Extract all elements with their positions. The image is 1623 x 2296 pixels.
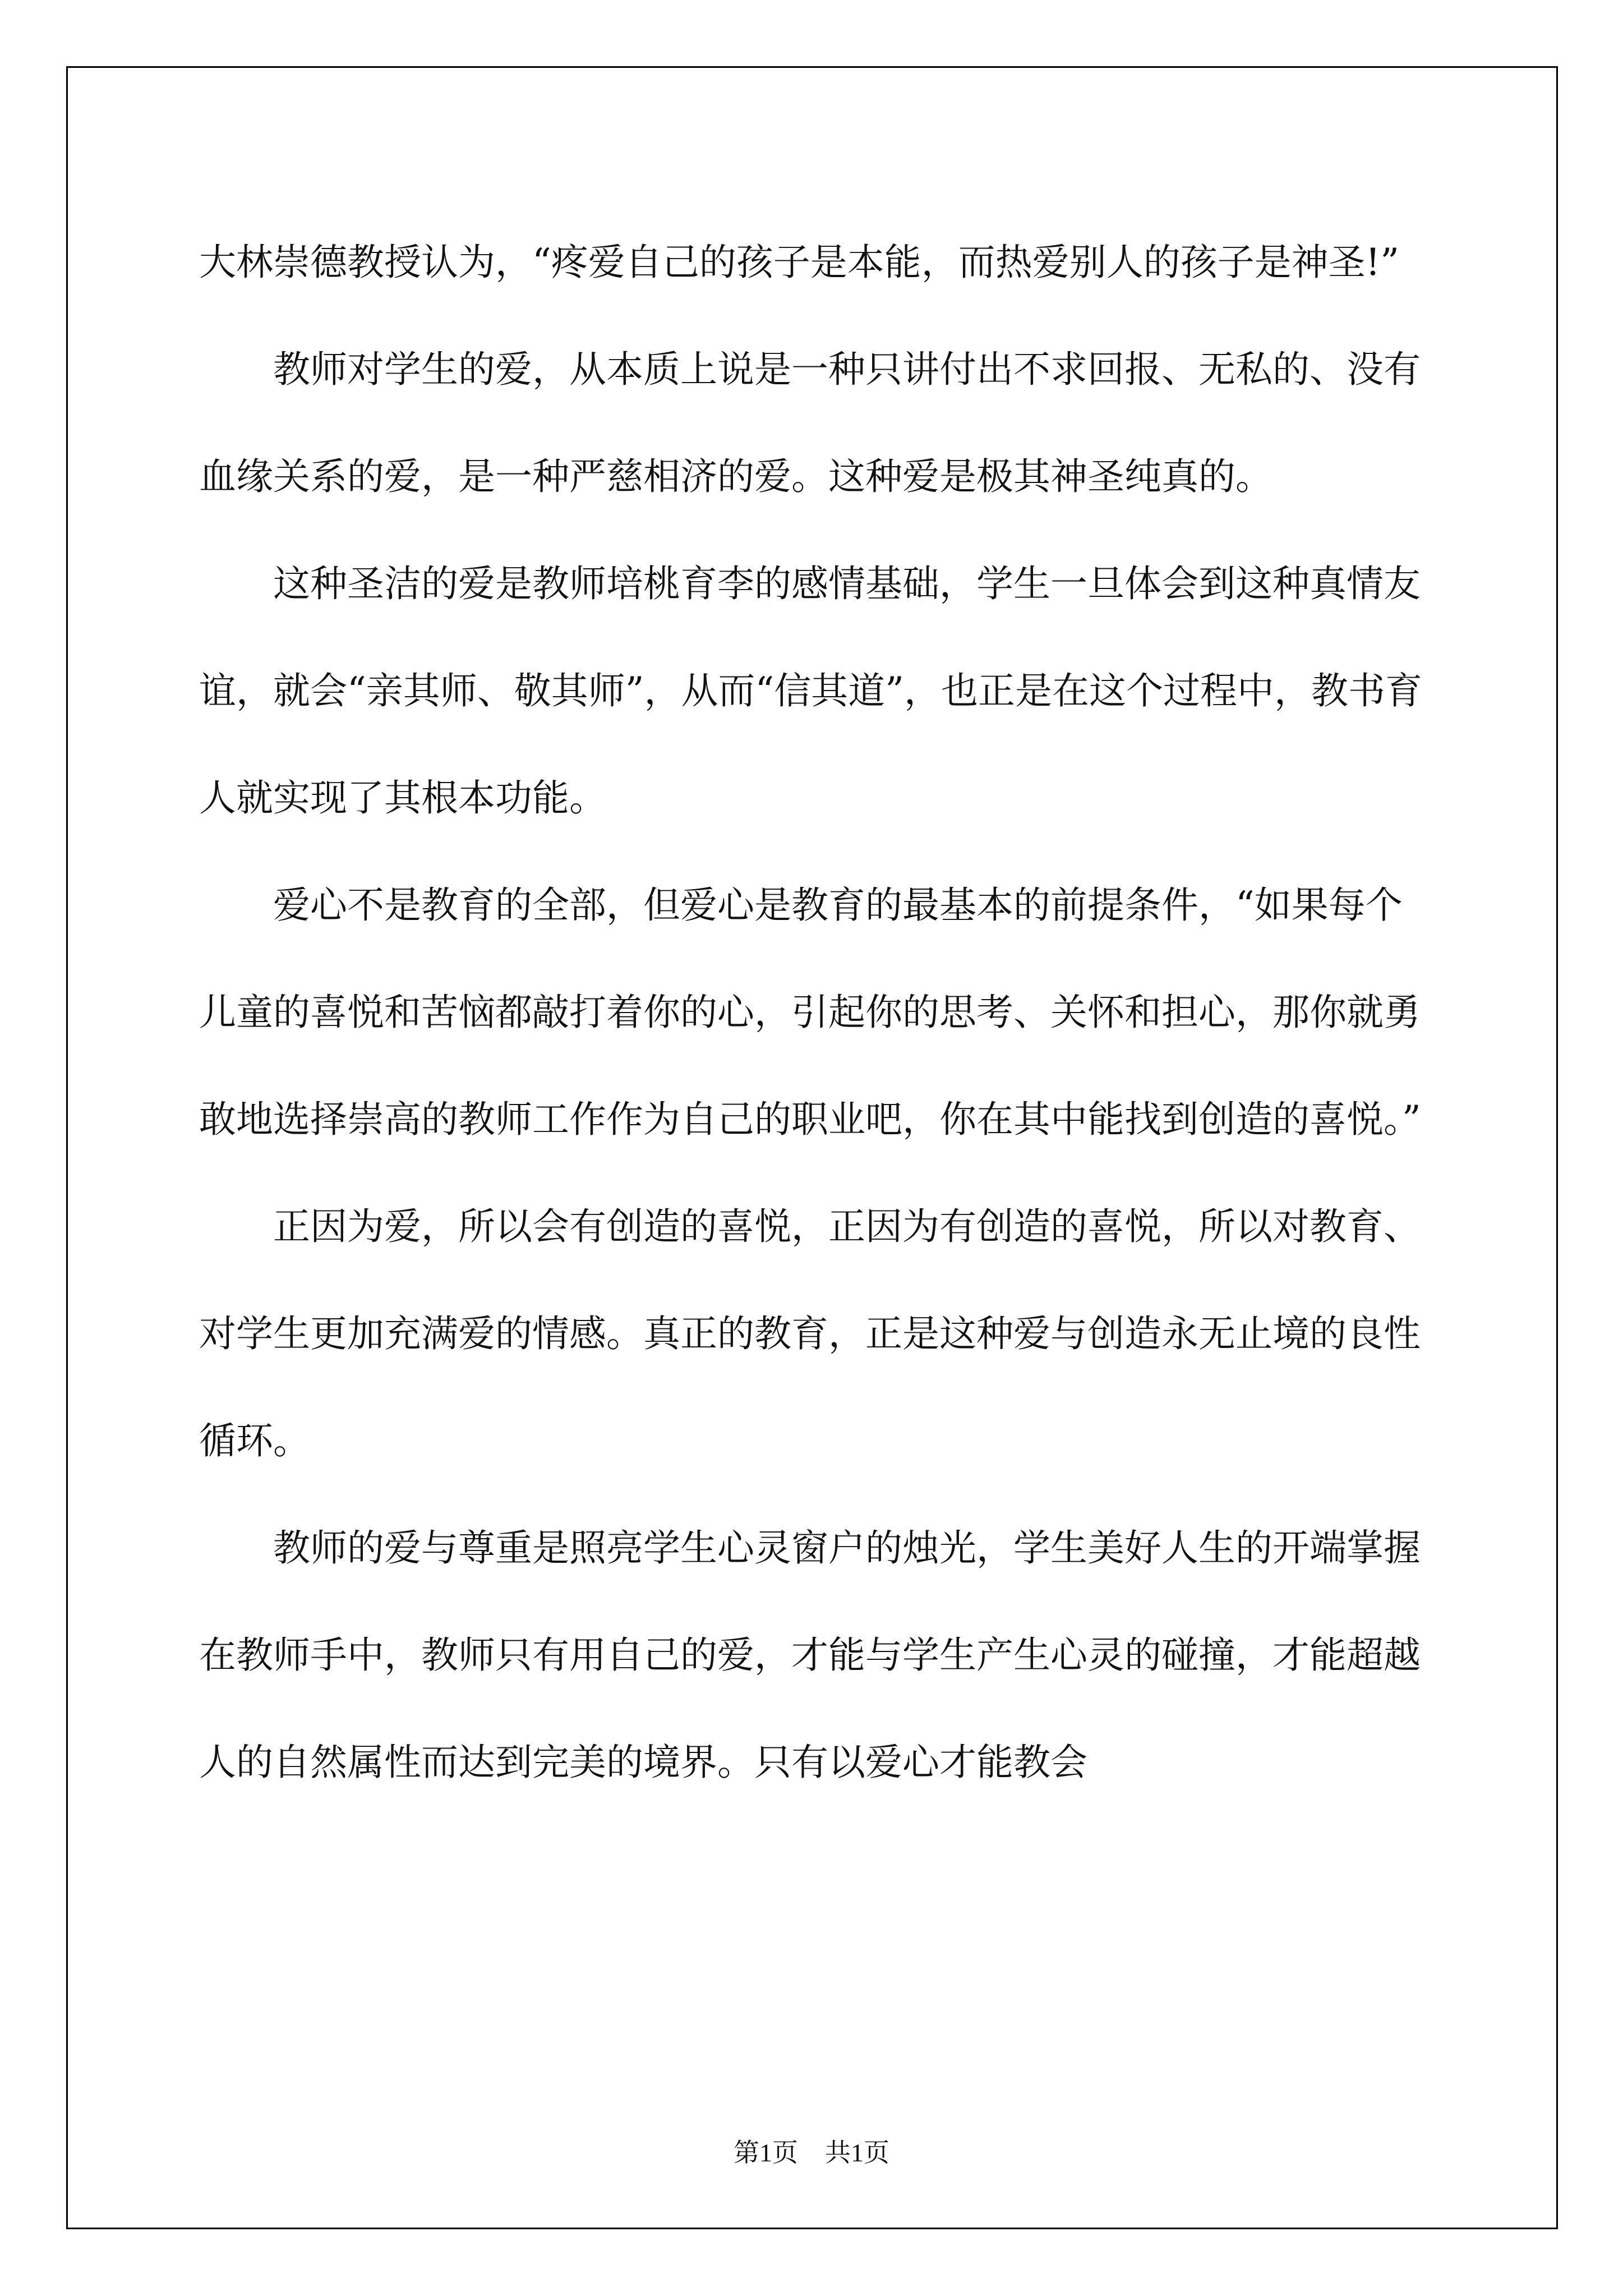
- paragraph-1: 大林崇德教授认为，“疼爱自己的孩子是本能，而热爱别人的孩子是神圣!”: [199, 241, 1400, 284]
- paragraph-5: 正因为爱，所以会有创造的喜悦，正因为有创造的喜悦，所以对教育、对学生更加充满爱的情感。真正的教育，正是这种爱与创造永无止境的良性循环。: [199, 1205, 1421, 1462]
- page-footer: [0, 2136, 1623, 2170]
- paragraph-6: 教师的爱与尊重是照亮学生心灵窗户的烛光，学生美好人生的开端掌握在教师手中，教师只有用自己的爱，才能与学生产生心灵的碰撞，才能超越人的自然属性而达到完美的境界。只有以爱心才能教会: [199, 1526, 1421, 1784]
- paragraph-2: 教师对学生的爱，从本质上说是一种只讲付出不求回报、无私的、没有血缘关系的爱，是一种严慈相济的爱。这种爱是极其神圣纯真的。: [199, 348, 1421, 498]
- page-total: 共1页: [825, 2138, 889, 2167]
- document-body: [199, 209, 1433, 1816]
- paragraph-4: 爱心不是教育的全部，但爱心是教育的最基本的前提条件，“如果每个儿童的喜悦和苦恼都敲打着你的心，引起你的思考、关怀和担心，那你就勇敢地选择崇高的教师工作作为自己的职业吧，你在其中能找到创造的喜悦。”: [199, 884, 1421, 1141]
- paragraph-3: 这种圣洁的爱是教师培桃育李的感情基础，学生一旦体会到这种真情友谊，就会“亲其师、敬其师”，从而“信其道”，也正是在这个过程中，教书育人就实现了其根本功能。: [199, 562, 1422, 820]
- page-number: 第1页: [734, 2138, 798, 2167]
